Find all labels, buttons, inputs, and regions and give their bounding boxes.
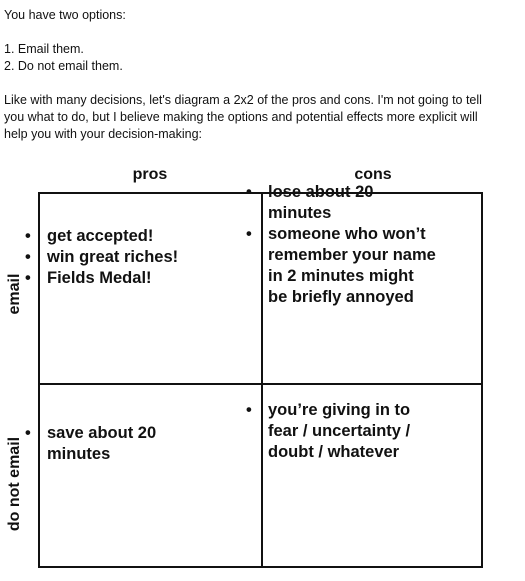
cell-email-cons xyxy=(246,182,436,308)
list-item: • Fields Medal! xyxy=(25,268,215,289)
intro-text xyxy=(4,7,504,143)
row-header-email: email xyxy=(6,273,23,315)
row-header-do-not-email: do not email xyxy=(6,436,23,532)
list-item: • get accepted! xyxy=(25,226,215,247)
cell-do-not-email-cons xyxy=(246,400,436,463)
column-header-pros: pros xyxy=(132,166,168,183)
cell-do-not-email-pros xyxy=(25,423,215,465)
pros-cons-matrix xyxy=(0,160,525,581)
cell-email-pros xyxy=(25,226,215,289)
list-item: • someone who won’t remember your name in 2 minutes might be briefly annoyed xyxy=(246,224,436,308)
intro-paragraph: Like with many decisions, let's diagram a 2x2 of the pros and cons. I'm not going to tell you what to do, but I believe making the options and potential effects more explicit will help you with your decision-making: xyxy=(4,93,482,141)
column-header-cons: cons xyxy=(354,166,392,183)
list-item: • win great riches! xyxy=(25,247,215,268)
list-item: • you’re giving in to fear / uncertainty / doubt / whatever xyxy=(246,400,436,463)
grid-horizontal-divider xyxy=(40,383,481,385)
option-two: 2. Do not email them. xyxy=(4,59,123,73)
intro-line: You have two options: xyxy=(4,8,126,22)
option-one: 1. Email them. xyxy=(4,42,84,56)
list-item: • lose about 20 minutes xyxy=(246,182,436,224)
list-item: • save about 20 minutes xyxy=(25,423,215,465)
